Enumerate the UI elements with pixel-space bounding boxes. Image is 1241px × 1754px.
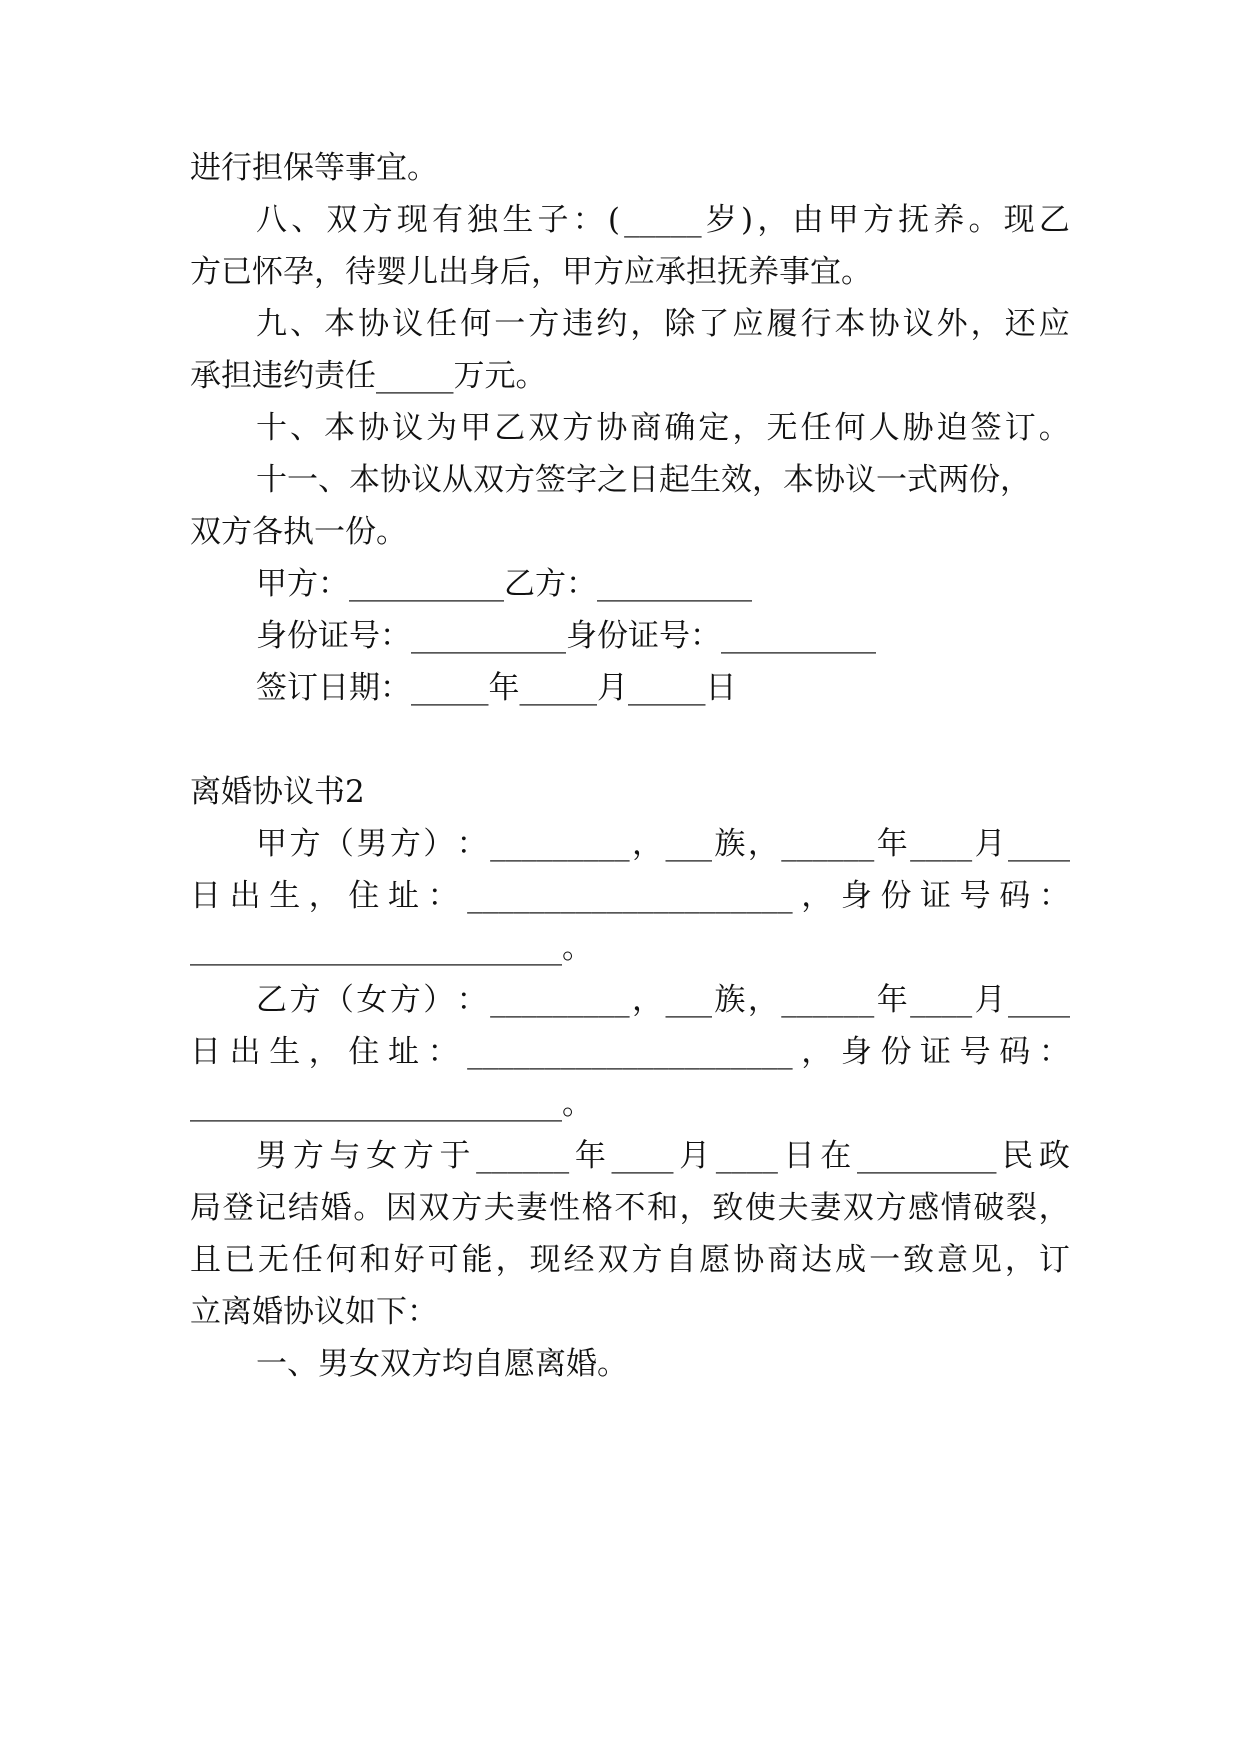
clause-9-line-1: 九 、 本 协 议 任 何 一 方 违 约 ， 除 了 应 履 行 本 协 议 外 ， 还 应	[256, 306, 1070, 342]
party-a-line-2: 日 出 生 ， 住 址 ： _____________________ ， 身 份 证 号 码 ：	[190, 878, 1070, 914]
clause-8-line-2: 方已怀孕，待婴儿出身后，甲方应承担抚养事宜。	[190, 254, 872, 290]
section-title: 离婚协议书2	[190, 774, 365, 810]
party-a-line-1: 甲 方 （ 男 方 ） ： _________ ， ___ 族 ， ______ 年 ____ 月 ____	[256, 826, 1070, 862]
party-a-line-3: ________________________。	[190, 930, 593, 966]
party-b-line-3: ________________________。	[190, 1086, 593, 1122]
text-line: 进行担保等事宜。	[190, 150, 438, 186]
signing-date-line: 签订日期：_____年_____月_____日	[256, 670, 737, 706]
party-b-line-2: 日 出 生 ， 住 址 ： _____________________ ， 身 份 证 号 码 ：	[190, 1034, 1070, 1070]
clause-8-line-1: 八 、 双 方 现 有 独 生 子 ： ( _____ 岁 ) ， 由 甲 方 抚 养 。 现 乙	[256, 202, 1070, 238]
agreement-item-1: 一、男女双方均自愿离婚。	[256, 1346, 628, 1382]
marriage-paragraph-line-4: 立离婚协议如下：	[190, 1294, 438, 1330]
signature-party-line: 甲方：__________乙方：__________	[256, 566, 752, 602]
clause-11-line-1: 十一、本协议从双方签字之日起生效，本协议一式两份，	[256, 462, 1031, 498]
clause-10: 十 、 本 协 议 为 甲 乙 双 方 协 商 确 定 ， 无 任 何 人 胁 迫 签 订 。	[256, 410, 1070, 446]
clause-11-line-2: 双方各执一份。	[190, 514, 407, 550]
clause-9-line-2: 承担违约责任_____万元。	[190, 358, 547, 394]
marriage-paragraph-line-2: 局 登 记 结 婚 。 因 双 方 夫 妻 性 格 不 和 ， 致 使 夫 妻 双 方 感 情 破 裂 ，	[190, 1190, 1070, 1226]
party-b-line-1: 乙 方 （ 女 方 ） ： _________ ， ___ 族 ， ______ 年 ____ 月 ____	[256, 982, 1070, 1018]
marriage-paragraph-line-3: 且 已 无 任 何 和 好 可 能 ， 现 经 双 方 自 愿 协 商 达 成 一 致 意 见 ， 订	[190, 1242, 1070, 1278]
marriage-paragraph-line-1: 男 方 与 女 方 于 ______ 年 ____ 月 ____ 日 在 _________ 民 政	[256, 1138, 1070, 1174]
id-number-line: 身份证号：__________身份证号：__________	[256, 618, 876, 654]
